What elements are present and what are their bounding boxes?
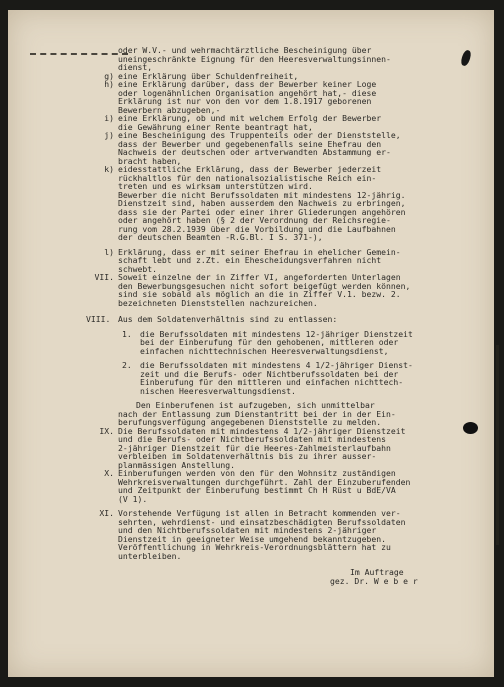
list-item-j <box>104 130 494 166</box>
text-line: nischen Heeresverwaltungsdienst. <box>140 385 296 396</box>
text-line: berufungsverfügung angegebenen Dienststelle zu melden. <box>118 417 382 427</box>
text-line: Nachweis der deutschen oder artverwandten Abstammung er- <box>118 147 391 157</box>
text-line: Erklärung ist nur von den vor dem 1.8.1917 geborenen <box>118 96 372 106</box>
text-line: sind sie sobald als möglich an die in Ziffer V.1. bezw. 2. <box>118 289 401 299</box>
text-line: oder angehört haben (§ 2 der Verordnung der Reichsregie- <box>118 215 391 225</box>
text-line: oder W.V.- und wehrmachtärztliche Bescheinigung über <box>118 45 372 55</box>
text-line: einfachen nichttechnischen Heeresverwaltungsdienst, <box>140 345 389 356</box>
text-line: eine Bescheinigung des Truppenteils oder der Dienststelle, <box>118 130 401 140</box>
text-line: bezeichneten Dienststellen nachzureichen. <box>118 297 318 308</box>
text-line: schaft lebt und z.Zt. ein Ehescheidungsverfahren nicht <box>118 255 382 265</box>
text-line: die Berufssoldaten mit mindestens 4 1/2-jähriger Dienst- <box>140 360 413 370</box>
text-line: (V 1). <box>118 493 148 504</box>
text-line: bei der Einberufung für den gehobenen, mittleren oder <box>140 337 399 347</box>
text-line: treten und es wirksam unterstützen wird. <box>118 181 313 191</box>
item-label: k) <box>104 164 114 174</box>
section-label: VII. <box>94 272 114 282</box>
text-line: oder logenähnlichen Organisation angehört hat,- diese <box>118 87 377 98</box>
item-label: j) <box>104 130 114 140</box>
dashed-line <box>30 53 128 55</box>
item-label: h) <box>104 79 114 89</box>
text-line: eidesstattliche Erklärung, dass der Bewerber jederzeit <box>118 164 382 174</box>
text-line: der deutschen Beamten -R.G.Bl. I S. 371-), <box>118 232 323 242</box>
text-line: dienst, <box>118 62 153 72</box>
text-line: Soweit einzelne der in Ziffer VI, angeforderten Unterlagen <box>118 272 401 282</box>
text-line: Bewerbern abzugeben,- <box>118 104 221 115</box>
text-line: Einberufungen werden von den für den Wohnsitz zuständigen <box>118 468 396 478</box>
text-line: schwebt. <box>118 263 157 274</box>
text-line: zeit und die Berufs- oder Nichtberufssoldaten bei der <box>140 368 399 379</box>
text-line: den Bewerbungsgesuchen nicht sofort beigefügt werden können, <box>118 280 411 291</box>
text-line: dass der Bewerber und gegebenenfalls seine Ehefrau den <box>118 138 382 149</box>
text-line: uneingeschränkte Eignung für den Heeresverwaltungsinnen- <box>118 53 391 64</box>
text-line: Wehrkreisverwaltungen durchgeführt. Zahl der Einzuberufenden <box>118 476 411 487</box>
intro-paragraph <box>118 46 494 72</box>
section-heading: Aus dem Soldatenverhältnis sind zu entlassen: <box>118 314 338 324</box>
signature-line: Im Auftrage <box>350 567 404 577</box>
text-line: Erklärung, dass er mit seiner Ehefrau in ehelicher Gemein- <box>118 246 401 257</box>
edge-smudge <box>496 345 499 545</box>
text-line: und die Berufs- oder Nichtberufssoldaten mit mindestens <box>118 434 387 444</box>
section-vii <box>94 272 494 308</box>
list-item-i <box>104 113 494 132</box>
text-line: bracht haben, <box>118 155 182 166</box>
text-line: Bewerber die nicht Berufssoldaten mit mindestens 12-jährig. <box>118 189 406 200</box>
text-line: nach der Entlassung zum Dienstantritt bei der in der Ein- <box>118 408 396 419</box>
text-line: dass sie der Partei oder einer ihrer Gliederungen angehören <box>118 206 406 217</box>
text-line: planmässigen Anstellung. <box>118 459 235 470</box>
text-line: unterbleiben. <box>118 550 182 561</box>
list-item-l <box>104 246 494 274</box>
text-line: eine Erklärung, ob und mit welchem Erfolg der Bewerber <box>118 113 382 123</box>
section-viii-item-2 <box>118 361 494 395</box>
section-label: VIII. <box>86 314 111 324</box>
document-text <box>86 45 494 586</box>
text-line: eine Erklärung darüber, dass der Bewerber keiner Loge <box>118 79 377 89</box>
list-item-h <box>104 79 494 115</box>
signature-name: gez. Dr. W e b e r <box>330 575 418 586</box>
text-line: Einberufung für den mittleren und einfachen nichttech- <box>140 377 404 387</box>
signature-block <box>118 568 494 585</box>
item-label: l) <box>104 246 114 257</box>
text-line: Den Einberufenen ist aufzugeben, sich unmittelbar <box>136 400 375 410</box>
section-viii-item-1 <box>118 330 494 356</box>
text-line: rückhaltlos für den nationalsozialistische Reich ein- <box>118 172 377 183</box>
section-ix <box>99 425 494 470</box>
text-line: 2-jähriger Dienstzeit für die Heeres-Zahlmeisterlaufbahn <box>118 442 391 453</box>
text-line: und Zeitpunkt der Einberufung bestimmt Ch H Rüst u BdE/VA <box>118 485 396 495</box>
section-xi <box>99 508 494 561</box>
text-line: Vorstehende Verfügung ist allen in Betracht kommenden ver- <box>118 508 401 518</box>
item-label: 1. <box>122 328 132 339</box>
text-line: Dienstzeit in geeigneter Weise umgehend bekanntzugeben. <box>118 533 387 544</box>
text-line: die Gewährung einer Rente beantragt hat, <box>118 121 313 132</box>
section-label: XI. <box>99 508 114 518</box>
section-label: IX. <box>99 425 114 436</box>
text-line: eine Erklärung über Schuldenfreiheit, <box>118 70 299 81</box>
item-label: 2. <box>122 360 132 370</box>
text-line: rung vom 28.2.1939 über die Vorbildung und die Laufbahnen <box>118 223 396 234</box>
text-line: Veröffentlichung in Wehrkreis-Verordnungsblättern hat zu <box>118 542 391 552</box>
list-item-k <box>104 164 494 242</box>
section-viii-closing <box>118 401 494 427</box>
text-line: verbleiben im Soldatenverhältnis bis zu ihrer ausser- <box>118 451 377 461</box>
text-line: Dienstzeit sind, haben ausserdem den Nachweis zu erbringen, <box>118 198 406 208</box>
item-label: g) <box>104 70 114 81</box>
section-viii <box>86 314 494 324</box>
text-line: Die Berufssoldaten mit mindestens 4 1/2-jähriger Dienstzeit <box>118 425 406 436</box>
section-x <box>104 468 494 504</box>
text-line: sehrten, wehrdienst- und einsatzbeschädigten Berufssoldaten <box>118 516 406 527</box>
item-label: i) <box>104 113 114 123</box>
text-line: die Berufssoldaten mit mindestens 12-jähriger Dienstzeit <box>140 328 413 339</box>
section-label: X. <box>104 468 114 478</box>
text-line: und den Nichtberufssoldaten mit mindestens 2-jähriger <box>118 525 377 535</box>
